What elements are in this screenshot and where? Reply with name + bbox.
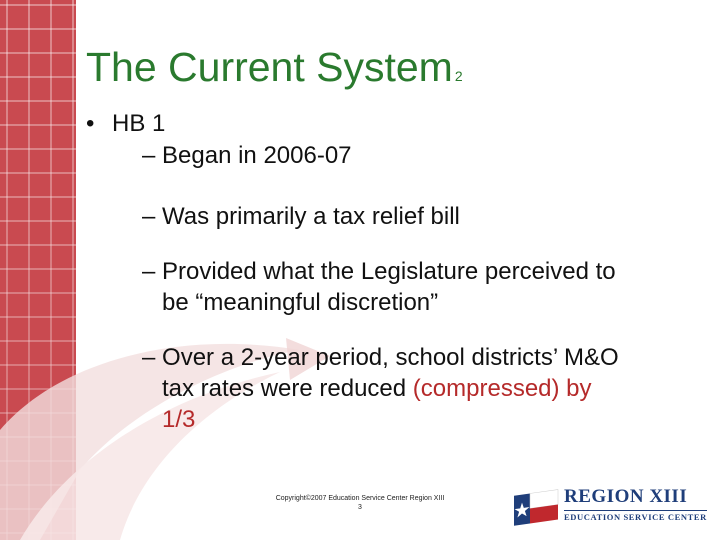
title-suffix: 2 xyxy=(454,68,463,84)
footer xyxy=(250,494,470,513)
slide-title xyxy=(86,44,463,91)
sub-bullet-text-line2: be “meaningful discretion” xyxy=(162,289,439,317)
logo-subtitle: EDUCATION SERVICE CENTER xyxy=(564,512,707,522)
texas-flag-icon xyxy=(512,486,562,528)
sub-bullet-text: Over a 2-year period, school districts’ M&O xyxy=(162,344,619,371)
title-text: The Current System xyxy=(86,44,453,90)
region-xiii-logo xyxy=(512,484,707,528)
main-bullet-text: HB 1 xyxy=(112,110,166,137)
dash-marker: – xyxy=(142,344,156,371)
page-number: 3 xyxy=(358,504,362,512)
sub-bullet-text: Provided what the Legislature perceived to xyxy=(162,258,616,285)
highlighted-text-line3: 1/3 xyxy=(162,406,196,434)
sub-bullet-text: Began in 2006-07 xyxy=(162,142,352,169)
sub-bullet-2 xyxy=(142,201,712,232)
dash-marker: – xyxy=(142,142,156,169)
copyright-text: Copyright©2007 Education Service Center Region XIII xyxy=(275,495,445,502)
sub-bullet-1 xyxy=(142,140,712,171)
sub-bullet-4 xyxy=(142,342,712,436)
dash-marker: – xyxy=(142,258,156,285)
main-bullet xyxy=(86,108,165,139)
bullet-marker: • xyxy=(86,110,95,137)
dash-marker: – xyxy=(142,203,156,230)
logo-name: REGION XIII xyxy=(564,486,688,507)
sub-bullet-3 xyxy=(142,256,712,318)
sub-bullet-text: Was primarily a tax relief bill xyxy=(162,203,460,230)
highlighted-text: (compressed) by xyxy=(412,375,592,403)
sub-bullet-text-line2: tax rates were reduced xyxy=(162,375,413,403)
